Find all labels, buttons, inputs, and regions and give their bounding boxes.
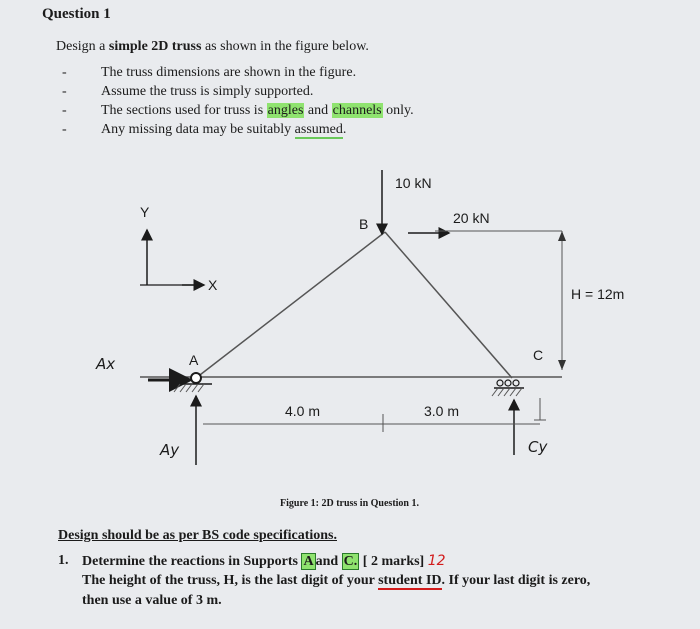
intro-suffix: as shown in the figure below. [201, 39, 369, 54]
task-line-2 [82, 573, 590, 589]
height-note: H = 12m [571, 286, 625, 302]
height-arrow-top [558, 231, 566, 241]
intro-prefix: Design a [56, 39, 109, 54]
member-bc [385, 232, 512, 378]
task-line-3: then use a value of 3 m. [82, 593, 222, 608]
bullet-1: - [62, 65, 67, 80]
roller-3 [513, 380, 519, 386]
intro-bold: simple 2D truss [108, 39, 202, 54]
node-b-label: B [359, 216, 369, 232]
bullet-4: - [62, 122, 67, 137]
roller-1 [497, 380, 503, 386]
list-item: The truss dimensions are shown in the figure. [101, 65, 357, 80]
dim-right-label: 3.0 m [424, 403, 460, 419]
task-line1-a: Determine the reactions in Supports [82, 554, 302, 569]
load-20kn-label: 20 kN [453, 210, 490, 226]
reaction-ay-label: Ay [160, 441, 180, 459]
bullet-3: - [62, 103, 67, 118]
task-line2-a: The height of the truss, H, is the last digit of your [82, 573, 379, 588]
item4-text-b: . [342, 122, 347, 137]
roller-2 [505, 380, 511, 386]
reaction-ax-label: Ax [96, 355, 116, 373]
boxed-support-a: A [303, 554, 314, 569]
item3-text-b: and [304, 103, 332, 118]
design-note: Design should be as per BS code specifications. [58, 528, 337, 543]
axis-y-label: Y [140, 204, 150, 220]
item3-text-c: only. [382, 103, 414, 118]
task-line1-marks: [ 2 marks] [359, 554, 425, 569]
boxed-support-c: C. [343, 554, 358, 569]
node-a-label: A [189, 352, 199, 368]
task-line-1 [82, 553, 446, 570]
list-item: Assume the truss is simply supported. [101, 84, 314, 99]
figure-caption: Figure 1: 2D truss in Question 1. [280, 498, 419, 509]
member-ab [196, 232, 385, 378]
handwritten-note: 12 [427, 553, 446, 569]
highlight-angles: angles [267, 103, 304, 118]
underline-assumed: assumed [294, 122, 343, 137]
task-line2-b: . If your last digit is zero, [441, 573, 591, 588]
task-number: 1. [58, 553, 69, 568]
axis-x-label: X [208, 277, 218, 293]
item3-text-a: The sections used for truss is [101, 103, 267, 118]
load-10kn-label: 10 kN [395, 175, 432, 191]
question-title: Question 1 [42, 6, 111, 22]
support-a-pin [191, 373, 201, 383]
dim-left-label: 4.0 m [285, 403, 321, 419]
item4-text-a: Any missing data may be suitably [101, 122, 295, 137]
reaction-cy-label: Cy [528, 438, 548, 456]
task-line1-and: and [315, 554, 342, 569]
height-arrow-bottom [558, 360, 566, 370]
highlight-channels: channels [332, 103, 382, 118]
node-c-label: C [533, 347, 544, 363]
underline-student-id: student ID [378, 573, 442, 588]
bullet-2: - [62, 84, 67, 99]
